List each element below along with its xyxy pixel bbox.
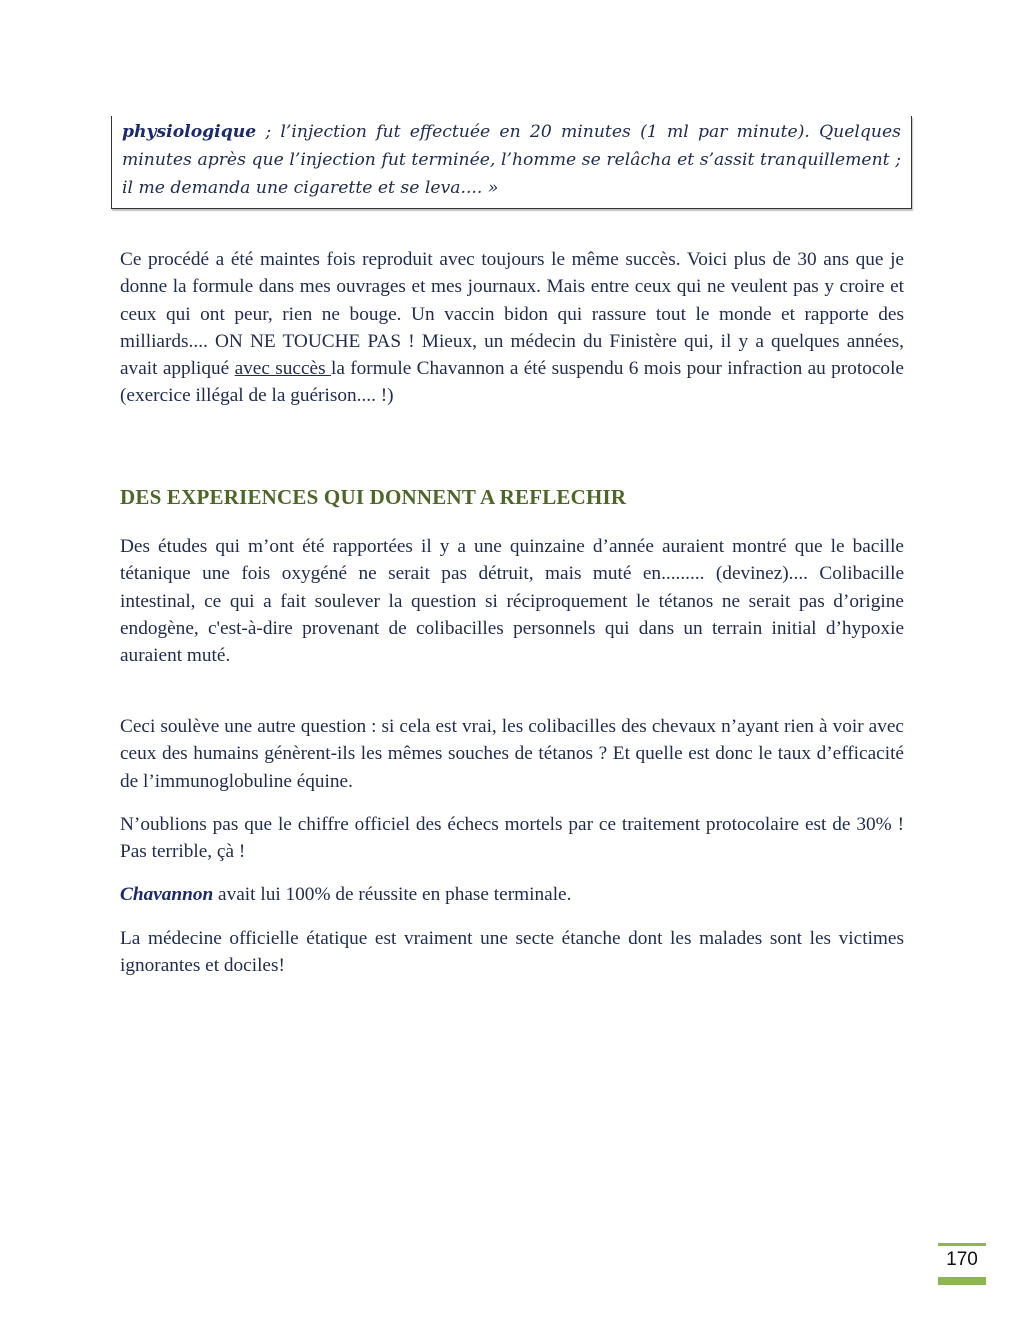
chavannon-bold: Chavannon (120, 884, 214, 905)
quote-box (111, 116, 912, 209)
paragraph-1-end: la formule Chavannon a été suspendu 6 mois pour infraction au protocole (exercice illégal de la guérison.... !) (120, 358, 904, 407)
page-number: 170 (946, 1249, 978, 1270)
paragraph-1-start: Ce procédé a été maintes fois reproduit avec toujours le même succès. Voici plus de 30 ans que je donne la formule dans mes ouvrages et mes journaux. Mais entre ceux qui ne veulent pas y croire et ceux qui ont peur, rien ne bouge. Un vaccin bidon qui rassure tout le monde et rapporte des milliards.... ON NE TOUCHE PAS ! Mieux, un médecin du Finistère qui, il y a quelques années, avait appliqué (120, 249, 904, 380)
paragraph-2: Des études qui m’ont été rapportées il y a une quinzaine d’année auraient montré que le bacille tétanique une fois oxygéné ne serait pas détruit, mais muté en......... (devinez).... Colibacille intestinal, ce qui a fait soulever la question si réciproquement le tétanos ne serait pas d’origine endogène, c'est-à-dire provenant de colibacilles personnels qui dans un terrain initial d’hypoxie auraient muté. (120, 536, 904, 667)
quote-bold-lead: physiologique (122, 122, 257, 142)
paragraph-5-rest: avait lui 100% de réussite en phase terminale. (213, 884, 572, 905)
paragraph-6: La médecine officielle étatique est vraiment une secte étanche dont les malades sont les victimes ignorantes et dociles! (120, 928, 904, 977)
paragraph-5 (120, 881, 904, 908)
section-heading: DES EXPERIENCES QUI DONNENT A REFLECHIR (120, 485, 627, 509)
paragraph-4: N’oublions pas que le chiffre officiel des échecs mortels par ce traitement protocolaire est de 30% ! Pas terrible, çà ! (120, 814, 904, 863)
paragraph-1 (120, 246, 904, 410)
paragraph-3: Ceci soulève une autre question : si cela est vrai, les colibacilles des chevaux n’ayant rien à voir avec ceux des humains génèrent-ils les mêmes souches de tétanos ? Et quelle est donc le taux d’efficacité de l’immunoglobuline équine. (120, 716, 904, 792)
quote-rest: ; l’injection fut effectuée en 20 minutes (1 ml par minute). Quelques minutes après que l’injection fut terminée, l’homme se relâcha et s’assit tranquillement ; il me demanda une cigarette et se leva.... » (122, 122, 901, 198)
page-number-bottom-bar (938, 1277, 986, 1285)
quote-text (122, 118, 901, 202)
page-number-top-bar (938, 1243, 986, 1246)
page-number-block (938, 1243, 986, 1285)
underlined-text: avec succès (234, 358, 331, 380)
